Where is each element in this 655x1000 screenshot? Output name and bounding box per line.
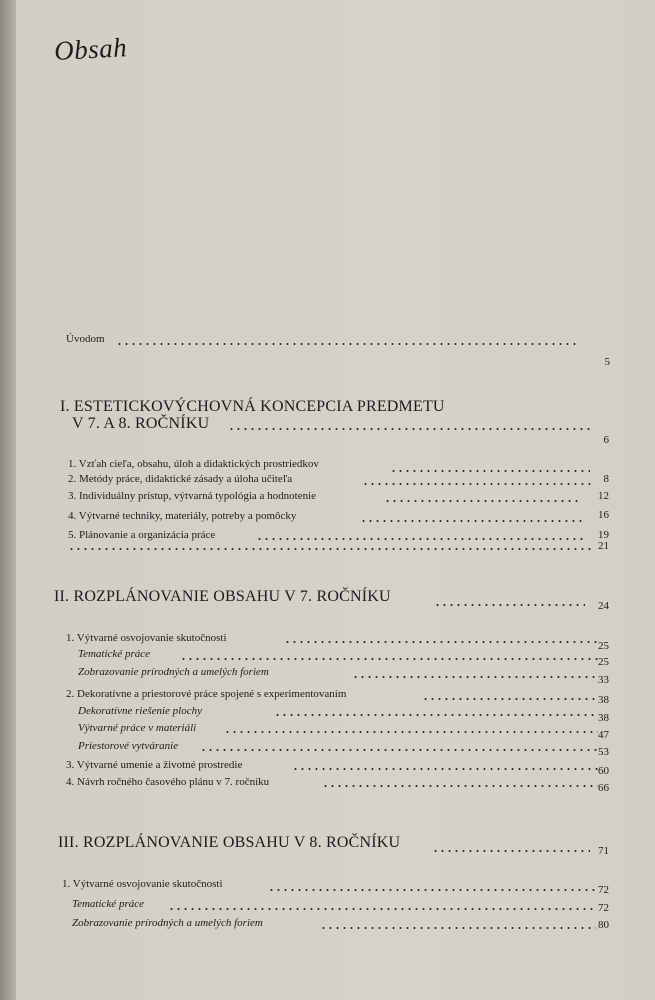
dot-leader — [116, 341, 580, 347]
dot-leader — [360, 518, 584, 524]
toc-page-number: 33 — [598, 674, 609, 686]
dot-leader — [434, 602, 585, 608]
toc-page-number: 24 — [598, 600, 609, 612]
toc-entry-label: Dekoratívne riešenie plochy — [78, 705, 203, 717]
dot-leader — [68, 546, 592, 552]
dot-leader — [224, 729, 598, 735]
toc-entry-label: 4. Výtvarné techniky, materiály, potreby a pomôcky — [68, 510, 297, 522]
toc-page-number: 38 — [598, 712, 609, 724]
page-title: Obsah — [53, 32, 128, 67]
toc-entry-label: 2. Dekoratívne a priestorové práce spojené s experimentovaním — [66, 688, 347, 700]
toc-page-number: 47 — [598, 729, 609, 741]
dot-leader — [268, 887, 596, 893]
dot-leader — [228, 426, 590, 432]
toc-entry-label: Výtvarné práce v materiáli — [78, 722, 197, 734]
toc-page-number: 19 — [598, 529, 609, 541]
toc-page-number: 12 — [598, 490, 609, 502]
toc-entry-label: 1. Vzťah cieľa, obsahu, úloh a didaktických prostriedkov — [68, 458, 319, 470]
dot-leader — [352, 674, 598, 680]
toc-page-number: 80 — [598, 919, 609, 931]
dot-leader — [274, 712, 598, 718]
dot-leader — [200, 747, 598, 753]
toc-page-number: 60 — [598, 765, 609, 777]
toc-entry-label: 4. Návrh ročného časového plánu v 7. ročníku — [66, 776, 270, 788]
toc-entry-label: Priestorové vytváranie — [78, 740, 179, 752]
toc-page-number: 5 — [604, 356, 610, 368]
dot-leader — [292, 766, 598, 772]
dot-leader — [320, 925, 596, 931]
dot-leader — [180, 656, 598, 662]
toc-page-number: 53 — [598, 746, 609, 758]
dot-leader — [362, 481, 592, 487]
toc-page-number: 72 — [598, 902, 609, 914]
toc-entry-label: II. ROZPLÁNOVANIE OBSAHU V 7. ROČNÍKU — [54, 588, 391, 605]
dot-leader — [422, 696, 598, 702]
toc-entry-label: 3. Individuálny prístup, výtvarná typológia a hodnotenie — [68, 490, 317, 502]
toc-entry-label: III. ROZPLÁNOVANIE OBSAHU V 8. ROČNÍKU — [58, 834, 401, 851]
dot-leader — [256, 536, 586, 542]
dot-leader — [284, 639, 598, 645]
dot-leader — [432, 848, 590, 854]
toc-page-number: 66 — [598, 782, 609, 794]
toc-entry-label: 1. Výtvarné osvojovanie skutočnosti — [62, 878, 223, 890]
dot-leader — [384, 498, 582, 504]
toc-entry-label: Úvodom — [66, 333, 105, 345]
toc-entry-label: 3. Výtvarné umenie a životné prostredie — [66, 759, 243, 771]
dot-leader — [168, 906, 596, 912]
toc-entry-label: Tematické práce — [72, 898, 144, 910]
toc-entry-label: Zobrazovanie prírodných a umelých foriem — [72, 917, 263, 929]
toc-page-number: 21 — [598, 540, 609, 552]
toc-page-number: 38 — [598, 694, 609, 706]
dot-leader — [390, 468, 590, 474]
toc-entry-label: I. ESTETICKOVÝCHOVNÁ KONCEPCIA PREDMETU — [60, 398, 445, 415]
toc-entry-label: Tematické práce — [78, 648, 150, 660]
toc-page-number: 25 — [598, 656, 609, 668]
toc-page-number: 71 — [598, 845, 609, 857]
toc-page-number: 25 — [598, 640, 609, 652]
toc-page-number: 8 — [603, 473, 609, 485]
toc-entry-label: 1. Výtvarné osvojovanie skutočnosti — [66, 632, 227, 644]
toc-entry-label: Zobrazovanie prírodných a umelých foriem — [78, 666, 269, 678]
toc-entry-label: 5. Plánovanie a organizácia práce — [68, 529, 216, 541]
toc-page-number: 6 — [603, 434, 609, 446]
toc-entry-label: 2. Metódy práce, didaktické zásady a úloha učiteľa — [68, 473, 293, 485]
toc-entry-label: V 7. A 8. ROČNÍKU — [72, 415, 210, 432]
book-spine — [0, 0, 16, 1000]
toc-page-number: 16 — [598, 509, 609, 521]
dot-leader — [322, 783, 598, 789]
toc-page-number: 72 — [598, 884, 609, 896]
